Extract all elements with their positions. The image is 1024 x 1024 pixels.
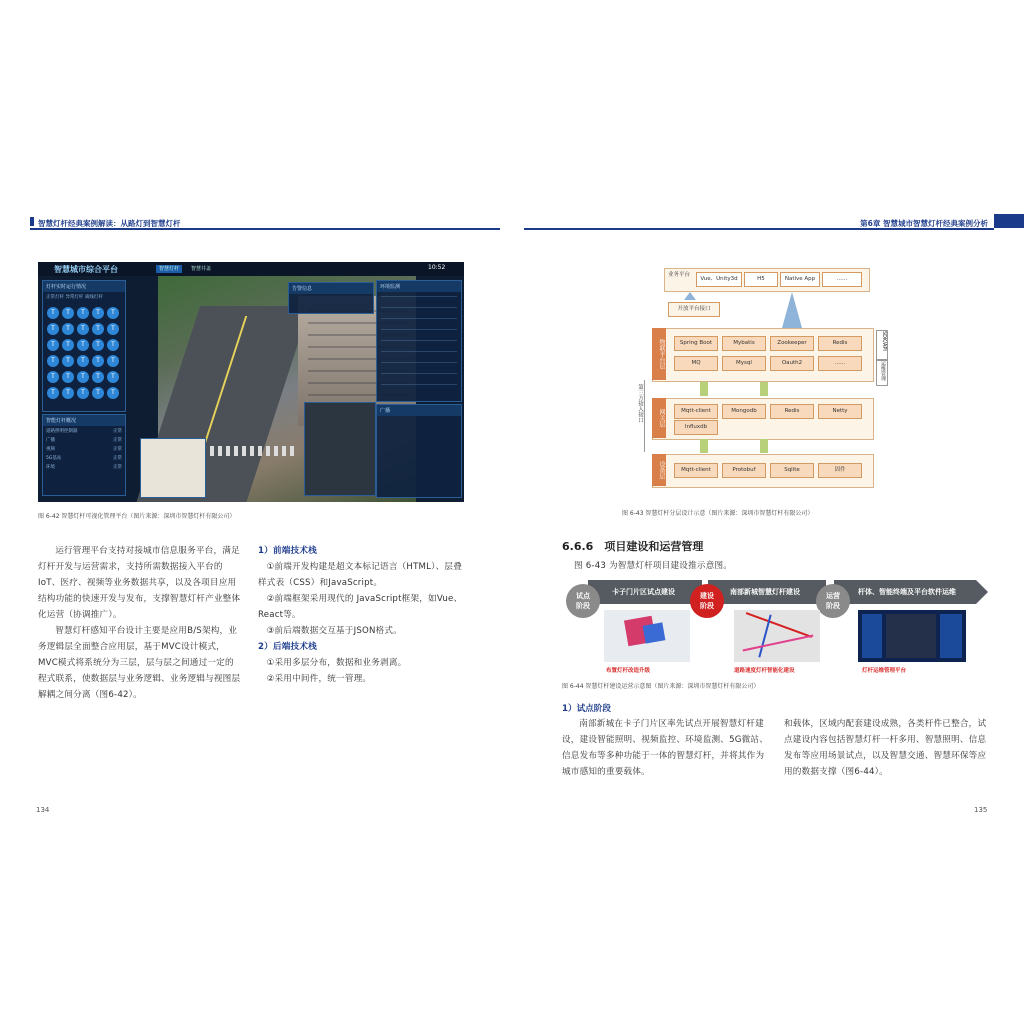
platform-cell: Oauth2 (770, 356, 814, 371)
third-party-label: 第三方接入接口 (637, 384, 643, 423)
pole-status-grid (47, 307, 123, 407)
business-cell-4: …… (822, 272, 862, 287)
pilot-zone-blue (643, 622, 666, 643)
platform-label: 物联平台层 (652, 328, 666, 380)
stage-caption-2: 道路速度灯杆智能化建设 (734, 668, 795, 674)
poster-panel (140, 438, 206, 498)
route-pink (743, 635, 814, 652)
business-cell-2: H5 (744, 272, 778, 287)
backend-p1: ①采用多层分布，数据和业务剥离。 (266, 658, 407, 668)
screenshot-title: 智慧城市综合平台 (54, 265, 118, 274)
fig-6-43-caption: 图 6-43 智慧灯杆分层设计示意（图片来源：深圳市智慧灯杆有限公司） (622, 510, 814, 517)
device-cell: 固件 (818, 463, 862, 478)
rule-left (30, 228, 500, 230)
sdk-tag: SDK/API (876, 330, 888, 360)
gateway-cell: Netty (818, 404, 862, 419)
right-env-panel (376, 280, 462, 402)
rule-right (524, 228, 994, 230)
pole-status-icon: T (92, 371, 104, 383)
left-panel-title: 灯杆实时运行情况 (43, 281, 125, 292)
route-red (746, 612, 812, 638)
frontend-p2: ②前端框架采用现代的 JavaScript框架，如Vue、React等。 (258, 594, 463, 620)
device-cell: Protobuf (722, 463, 766, 478)
pole-status-icon: T (47, 307, 59, 319)
bottom-panel-rows (43, 426, 125, 475)
alarm-title: 告警信息 (289, 283, 373, 294)
device-cell: Mqtt-client (674, 463, 718, 478)
gateway-cell: Mongodb (722, 404, 766, 419)
status-row-value: 正常 (113, 429, 122, 434)
status-row-label: 道路照明控制器 (46, 429, 78, 434)
stage-bar-3: 杆体、智能终端及平台软件运维 (834, 580, 976, 604)
third-party-line (644, 380, 645, 452)
pole-status-icon: T (47, 387, 59, 399)
ops-panel-center (886, 614, 936, 658)
stage-caption-1: 布置灯杆改造升级 (606, 668, 651, 674)
link-arrow-1 (700, 382, 708, 396)
backend-p2: ②采用中间件，统一管理。 (266, 674, 372, 684)
tab-smart-pole: 智慧灯杆 (156, 265, 182, 273)
business-cell-1: Vue、Unity3d (696, 272, 742, 287)
left-body-p2: 智慧灯杆感知平台设计主要是应用B/S架构，业务逻辑层全面整合应用层，基于MVC设计模式，MVC模式将系统分为三层，层与层之间通过一定的程式联系，使数据层与业务逻辑、业务逻辑与视图层解耦之间分离（图6-42）。 (38, 626, 241, 700)
platform-screenshot (38, 262, 464, 502)
pole-status-icon: T (107, 323, 119, 335)
status-row-value: 正常 (113, 456, 122, 461)
stage-bar-1: 卡子门片区试点建设 (588, 580, 702, 604)
running-head-left: 智慧灯杆经典案例解读：从路灯到智慧灯杆 (38, 219, 181, 228)
pole-status-icon: T (107, 339, 119, 351)
stage-caption-3: 灯杆运维管理平台 (862, 668, 907, 674)
bottom-left-panel (42, 414, 126, 496)
device-cell: Sqlite (770, 463, 814, 478)
gateway-cell: Mqtt-client (674, 404, 718, 419)
stage-circle-2: 建设 阶段 (690, 584, 724, 618)
status-row-value: 正常 (113, 465, 122, 470)
alarm-panel (288, 282, 374, 314)
pole-status-icon: T (62, 371, 74, 383)
status-row-label: 广播 (46, 438, 55, 443)
left-panel (42, 280, 126, 412)
legend-normal: 正常灯杆 (46, 295, 64, 300)
ops-panel-left (862, 614, 882, 658)
stages-figure (562, 580, 992, 682)
platform-cell: Mybatis (722, 336, 766, 351)
pole-status-icon: T (47, 323, 59, 335)
ops-panel-right (940, 614, 962, 658)
pole-status-icon: T (92, 355, 104, 367)
status-row-value: 正常 (113, 438, 122, 443)
section-title: 6.6.6 项目建设和运营管理 (562, 540, 704, 553)
frontend-p3: ③前后端数据交互基于JSON格式。 (266, 626, 403, 636)
right-broadcast-panel (376, 404, 462, 498)
pole-status-icon: T (47, 371, 59, 383)
right-body-b: 和载体，区域内配套建设成熟，各类杆件已整合，试点建设内容包括智慧灯杆一杆多用、智慧照明、信息发布等应用场景试点，以及智慧交通、智慧环保等应用的数据支撑（图6-44）。 (784, 719, 987, 777)
pole-status-icon: T (47, 339, 59, 351)
bottom-panel-title: 智能灯杆概况 (43, 415, 125, 426)
status-row (46, 428, 122, 434)
right-panel-title: 环境监测 (377, 281, 461, 292)
pole-status-icon: T (107, 307, 119, 319)
platform-cell: Zookeeper (770, 336, 814, 351)
link-arrow-2 (760, 382, 768, 396)
platform-cell: Mysql (722, 356, 766, 371)
left-corner-tab (30, 217, 34, 226)
left-body-p1: 运行管理平台支持对接城市信息服务平台，满足灯杆开发与运营需求，支持所需数据接入平台的IoT、医疗、视频等业务数据共享，以及各项目应用结构功能的快速开发与发布，支撑智慧灯杆产业整体化运营（协调推广）。 (38, 546, 241, 620)
running-head-right: 第6章 智慧城市智慧灯杆经典案例分析 (860, 219, 988, 228)
status-row-label: 视频 (46, 447, 55, 452)
pilot-map (604, 610, 690, 662)
pole-status-icon: T (62, 355, 74, 367)
construction-map (734, 610, 820, 662)
stage-circle-3: 运营 阶段 (816, 584, 850, 618)
pole-status-icon: T (47, 355, 59, 367)
pole-status-icon: T (107, 387, 119, 399)
platform-cell: Spring Boot (674, 336, 718, 351)
status-row-label: 5G基站 (46, 456, 62, 461)
env-grid (381, 295, 457, 395)
status-row (46, 437, 122, 443)
bar-arrowhead (976, 580, 988, 604)
pole-status-icon: T (92, 307, 104, 319)
legend-abnormal: 异常灯杆 (65, 295, 84, 300)
platform-cell: Redis (818, 336, 862, 351)
backend-heading: 2）后端技术栈 (258, 642, 317, 652)
arrow-up-right (782, 292, 802, 328)
left-panel-legend (43, 292, 125, 302)
pole-status-icon: T (77, 307, 89, 319)
stage-bar-2: 南部新城智慧灯杆建设 (708, 580, 826, 604)
left-body-col2 (258, 543, 464, 687)
right-body-col1 (562, 716, 772, 780)
link-arrow-4 (760, 439, 768, 453)
status-row-label: 环境 (46, 465, 55, 470)
link-arrow-3 (700, 439, 708, 453)
fig-6-44-caption: 图 6-44 智慧灯杆建设运营示意图（图片来源：深圳市智慧灯杆有限公司） (562, 683, 760, 690)
status-row-value: 正常 (113, 447, 122, 452)
architecture-diagram (628, 264, 898, 496)
pole-status-icon: T (77, 355, 89, 367)
gateway-label: 网关层 (652, 398, 666, 438)
pole-status-icon: T (92, 339, 104, 351)
pole-status-icon: T (77, 387, 89, 399)
platform-cell: MQ (674, 356, 718, 371)
stage-circle-1: 试点 阶段 (566, 584, 600, 618)
frontend-heading: 1）前端技术栈 (258, 546, 317, 556)
pole-status-icon: T (107, 355, 119, 367)
pole-status-icon: T (92, 323, 104, 335)
pole-status-icon: T (62, 387, 74, 399)
right-body-col2 (784, 716, 992, 780)
subsection-pilot: 1）试点阶段 (562, 704, 611, 714)
pole-status-icon: T (77, 371, 89, 383)
left-body-col1 (38, 543, 242, 703)
ops-tag: 运维管理 (876, 360, 888, 386)
pole-status-icon: T (107, 371, 119, 383)
pole-status-icon: T (62, 323, 74, 335)
section-intro: 图 6-43 为智慧灯杆项目建设推示意图。 (574, 561, 733, 571)
business-cell-3: Native App (780, 272, 820, 287)
pole-status-icon: T (77, 339, 89, 351)
status-row (46, 464, 122, 470)
status-row (46, 446, 122, 452)
device-label: 设备层 (652, 454, 666, 486)
business-label: 业务平台 (668, 272, 691, 278)
page-number-right: 135 (974, 806, 988, 814)
arrow-up-left (684, 292, 696, 300)
pole-status-icon: T (62, 339, 74, 351)
video-panel (304, 402, 376, 496)
page-number-left: 134 (36, 806, 50, 814)
legend-offline: 离线灯杆 (84, 295, 103, 300)
pole-status-icon: T (92, 387, 104, 399)
right-corner-tab (994, 214, 1024, 228)
ops-dashboard (858, 610, 966, 662)
pole-status-icon: T (62, 307, 74, 319)
pole-status-icon: T (77, 323, 89, 335)
open-api-box: 开放平台接口 (668, 302, 720, 317)
right-bottom-title: 广播 (377, 405, 461, 416)
frontend-p1: ①前端开发构建是超文本标记语言（HTML）、层叠样式表（CSS）和JavaScript。 (258, 562, 462, 588)
fig-6-42-caption: 图 6-42 智慧灯杆可视化管理平台（图片来源：深圳市智慧灯杆有限公司） (38, 513, 236, 520)
gateway-cell: Influxdb (674, 420, 718, 435)
platform-cell: …… (818, 356, 862, 371)
gateway-cell: Redis (770, 404, 814, 419)
screenshot-time: 10:52 (428, 264, 446, 271)
tab-smart-manhole: 智慧井盖 (191, 266, 212, 272)
right-body-a: 南部新城在卡子门片区率先试点开展智慧灯杆建设，建设智能照明、视频监控、环境监测、5G微站、信息发布等多种功能于一体的智慧灯杆，并将其作为城市感知的重要载体。 (562, 719, 768, 777)
status-row (46, 455, 122, 461)
